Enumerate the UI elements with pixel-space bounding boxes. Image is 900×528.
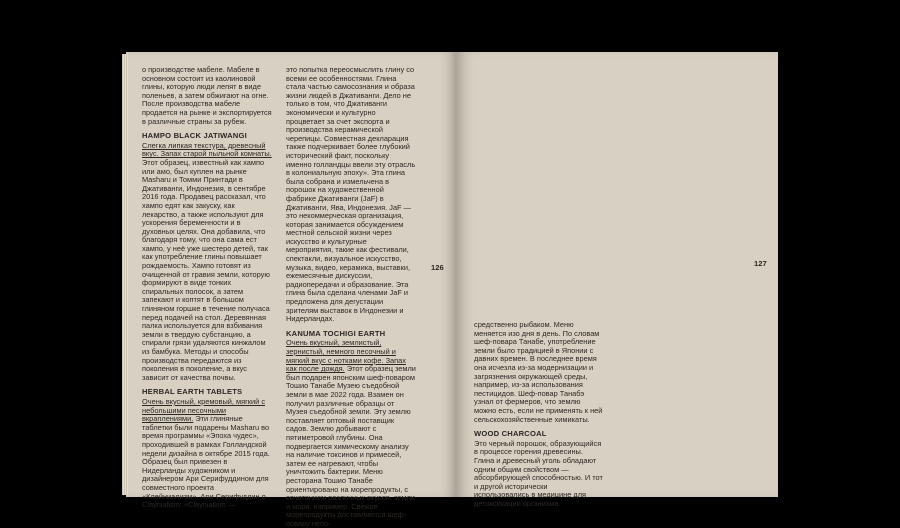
right-column-1 xyxy=(474,321,604,508)
page-number: 127 xyxy=(754,259,767,268)
body-text: Этот образец земли был подарен японским шеф-поваром Тошио Танабе Музею съедобной земли в мае 2022 года. Взамен он получил различные образцы от Музея съедобной земли. Эту землю поставляет оптовый поставщик садов. Землю добывают с пятиметровой глубины. Она подвергается химическому анализу на наличие токсинов и примесей, затем ее нагревают, чтобы уничтожить бактерии. Меню ресторана Тошио Танабе ориентировано на морепродукты, с сочетанием различных вкусов, земли и моря, например. Свежие морепродукты доставляются шеф-повару непо- xyxy=(286,364,416,528)
section-heading: HERBAL EARTH TABLETS xyxy=(142,387,243,397)
paragraph xyxy=(286,339,416,528)
body-text: Этот образец, известный как хампо или амо, был куплен на рынке Masharu и Томми Принтади в Джативанги, Индонезия, в сентябре 2016 года. Продавец рассказал, что хампо едят как закуску, как лекарство, а также используют для ускорения беременности и в духовных целях. Она добавила, что благодаря тому, что она сама ест хампо, у неё уже шестеро детей, так как употребление глины повышает рождаемость. Хампо готовят из очищенной от гравия земли, которую формируют в виде тонких спиральных полосок, а затем запекают и коптят в большом глиняном горшке в течение получаса перед подачей на стол. Деревянная палка используется для взбивания земли в твердую субстанцию, а спирали грязи удаляются кинжалом из бамбука. Методы и способы производства передаются из поколения в поколение, а вкус зависит от качества почвы. xyxy=(142,157,270,382)
paragraph: Это черный порошок, образующийся в процессе горения древесины. Глина и древесный уголь обладают одним общим свойством — абсорбирующей способностью. И тот и другой исторически использовались в медицине для детоксикации организма. xyxy=(474,438,603,508)
section-heading: HAMPO BLACK JATIWANGI xyxy=(142,131,247,141)
paragraph: о производстве мабеле. Мабеле в основном состоит из каолиновой глины, которую люди лепят в виде поленьев, а затем обжигают на огне. После производства мабеле продается на рынке и экспортируется в различные страны за рубеж. xyxy=(142,65,272,126)
book-spread xyxy=(126,52,778,528)
left-page xyxy=(126,52,456,528)
tasting-note: Очень вкусный, кремовый, мягкий с небольшими песочными вкраплениями. xyxy=(142,396,266,424)
right-page xyxy=(456,52,778,508)
left-column-1 xyxy=(142,66,272,510)
paragraph xyxy=(142,398,272,510)
section-heading: WOOD CHARCOAL xyxy=(474,429,547,439)
page-number: 126 xyxy=(431,263,444,272)
section-heading: KANUMA TOCHIGI EARTH xyxy=(286,328,386,338)
tasting-note: Очень вкусный, землистый, зернистый, немного песочный и мягкий вкус с нотками кофе. Запах как после дождя. xyxy=(286,338,406,374)
tasting-note: Слегка липкая текстура, древесный вкус. Запах старой пыльной комнаты. xyxy=(142,140,272,159)
left-column-2 xyxy=(286,66,416,528)
paragraph: это попытка переосмыслить глину со всеми ее особенностями. Глина стала частью самосознания и образа жизни людей в Джативанги. Дело не только в том, что Джативанги экономически и культурно процветает за счет экспорта и производства керамической черепицы. Совместная декларация также подчеркивает более глубокий исторический факт, поскольку именно голландцы ввели эту отрасль в колониальную эпоху». Эта глина была собрана и измельчена в порошок на художественной фабрике Джативанги (JaF) в Джативанги, Ява, Индонезия. JaF — это некоммерческая организация, которая занимается обсуждением местной сельской жизни через искусство и культурные мероприятия, такие как фестивали, спектакли, визуальное искусство, музыка, видео, керамика, выставки, ежемесячные дискуссии, радиопередачи и образование. Эта глина была сделана членами JaF и предложена для дегустации зрителям выставок в Индонезии и Нидерландах. xyxy=(286,65,416,324)
body-text: Эти глиняные таблетки были подарены Masharu во время программы «Эпоха чудес», проходившей в рамках Голландской недели дизайна в октябре 2015 года. Образец был привезен в Нидерланды художником и дизайнером Ари Серифуддином для совместного проекта «Клейниализм». Ари Серифуддин о Clayniаlism: «Clayniаlism — xyxy=(142,414,270,510)
page-edges xyxy=(122,54,128,495)
paragraph: средственно рыбаком. Меню меняется изо дня в день. По словам шеф-повара Танабе, употребление земли было традицией в Японии с давних времен. В последнее время она исчезла из-за модернизации и загрязнения окружающей среды, например, из-за использования пестицидов. Шеф-повар Танабэ узнал от фермеров, что землю можно есть, если не применять к ней сельскохозяйственные химикаты. xyxy=(474,320,603,424)
paragraph xyxy=(142,142,272,383)
